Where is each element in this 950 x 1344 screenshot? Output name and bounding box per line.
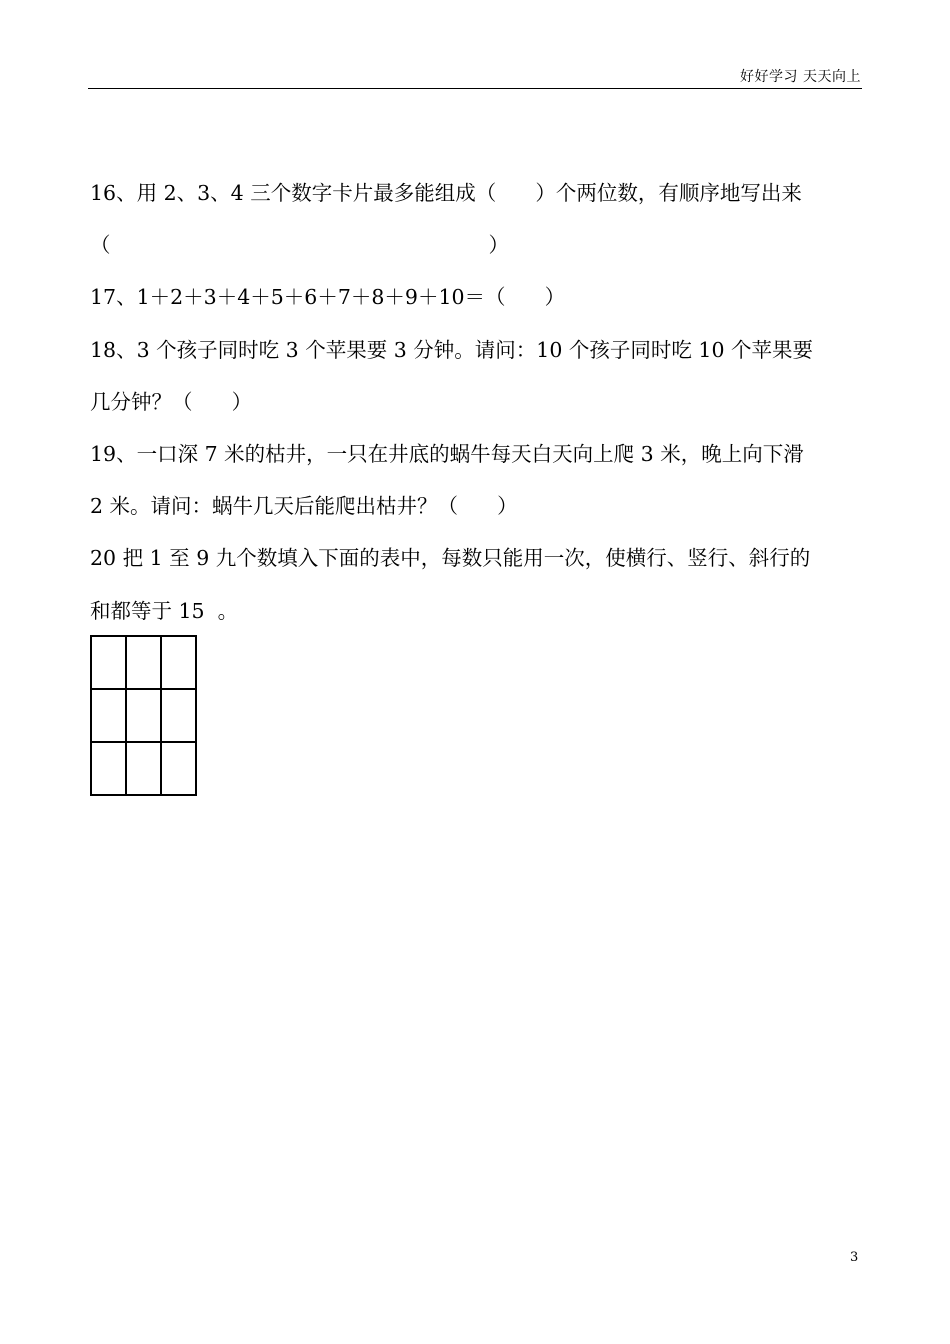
grid-row (91, 636, 196, 689)
question-16-line-2: （ ） (90, 233, 509, 257)
magic-square-grid (90, 635, 197, 796)
question-20-line-2: 和都等于 15 。 (90, 599, 239, 623)
grid-cell[interactable] (161, 689, 196, 742)
grid-cell[interactable] (126, 636, 161, 689)
grid-cell[interactable] (91, 742, 126, 795)
grid-cell[interactable] (126, 742, 161, 795)
question-17-line-1: 17、1＋2＋3＋4＋5＋6＋7＋8＋9＋10＝（ ） (90, 285, 566, 309)
header-divider (88, 88, 862, 89)
question-18-line-1: 18、3 个孩子同时吃 3 个苹果要 3 分钟。请问：10 个孩子同时吃 10 个苹果要 (90, 338, 814, 362)
question-18-line-2: 几分钟？（ ） (90, 390, 253, 414)
grid-cell[interactable] (91, 689, 126, 742)
grid-row (91, 742, 196, 795)
grid-cell[interactable] (126, 689, 161, 742)
grid-row (91, 689, 196, 742)
question-16-line-1: 16、用 2、3、4 三个数字卡片最多能组成（ ）个两位数，有顺序地写出来 (90, 181, 802, 205)
header-motto: 好好学习 天天向上 (740, 69, 861, 85)
question-19-line-1: 19、一口深 7 米的枯井，一只在井底的蜗牛每天白天向上爬 3 米，晚上向下滑 (90, 442, 804, 466)
grid-cell[interactable] (91, 636, 126, 689)
question-19-line-2: 2 米。请问：蜗牛几天后能爬出枯井？（ ） (90, 494, 518, 518)
page-number: 3 (850, 1250, 859, 1265)
question-20-line-1: 20 把 1 至 9 九个数填入下面的表中，每数只能用一次，使横行、竖行、斜行的 (90, 546, 811, 570)
grid-cell[interactable] (161, 636, 196, 689)
grid-cell[interactable] (161, 742, 196, 795)
